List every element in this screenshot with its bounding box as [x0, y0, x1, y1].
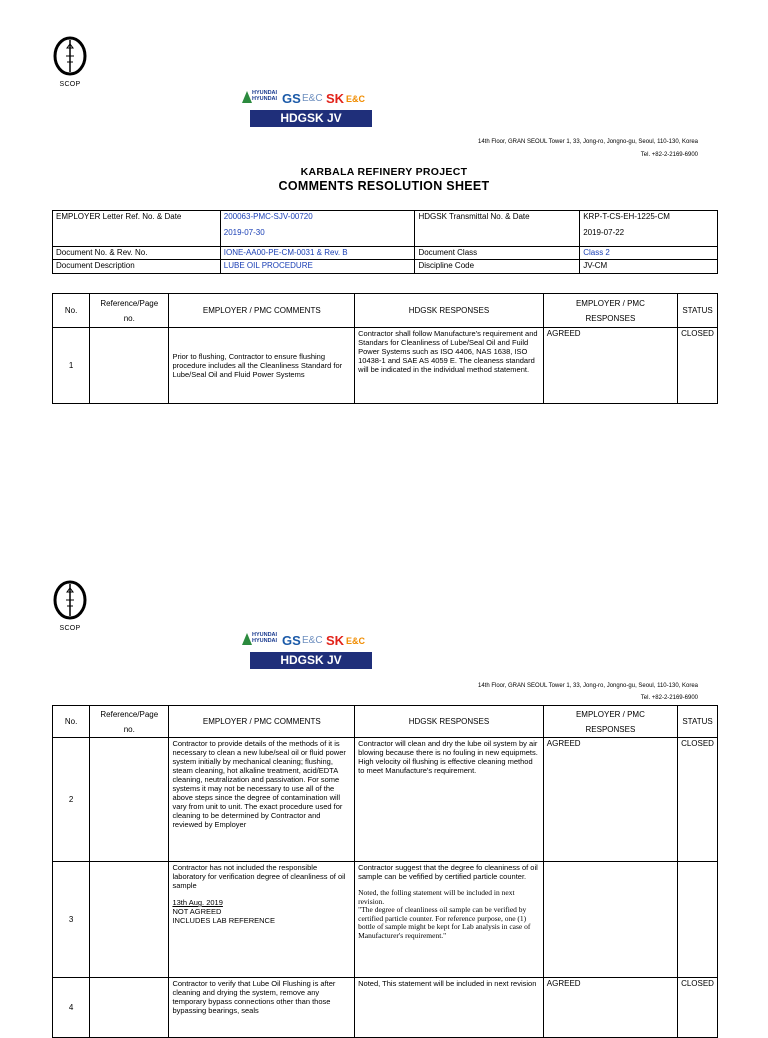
- transmittal-label: HDGSK Transmittal No. & Date: [415, 211, 580, 247]
- hyundai-mark-icon: [242, 91, 252, 103]
- doc-no-label: Document No. & Rev. No.: [53, 247, 221, 260]
- table-row: 1 Prior to flushing, Contractor to ensure flushing procedure includes all the Cleanliness Standard for Lube/Seal Oil and Fluid Power Systems Contractor shall follow Manufacture's requirement and Standars for Cleanliness of Lube/Seal Oil and Fuild Power Systems such as ISO 4406, NAS 1638, ISO 10438-1 and SAE AS 4059 E. The cleaness standard will be indicated in the individual method statement. AGREED CLOSED: [53, 328, 718, 404]
- scop-emblem-icon: [48, 36, 92, 76]
- col-ref: Reference/Page no.: [90, 294, 169, 328]
- table-header: [53, 294, 718, 328]
- project-title: KARBALA REFINERY PROJECT: [300, 166, 468, 178]
- jv-name: HDGSK JV: [250, 110, 372, 127]
- discipline-label: Discipline Code: [415, 260, 580, 274]
- address-line-1-p2: 14th Floor, GRAN SEOUL Tower 1, 33, Jong-ro, Jongno-gu, Seoul, 110-130, Korea: [477, 683, 698, 689]
- scop-logo: [48, 36, 92, 88]
- address-line-2-p2: Tel. +82-2-2169-6900: [640, 695, 698, 701]
- employer-ref-label: EMPLOYER Letter Ref. No. & Date: [53, 211, 221, 247]
- table-header: No. Reference/Page no. EMPLOYER / PMC COMMENTS HDGSK RESPONSES EMPLOYER / PMC RESPONSES STATUS: [53, 706, 718, 738]
- employer-ref-value: 200063-PMC-SJV-00720 2019-07-30: [220, 211, 415, 247]
- address-line-1: 14th Floor, GRAN SEOUL Tower 1, 33, Jong-ro, Jongno-gu, Seoul, 110-130, Korea: [477, 139, 698, 145]
- comments-table-page1: [52, 293, 718, 404]
- scop-logo-2: SCOP: [48, 580, 92, 632]
- table-row: 3 Contractor has not included the responsible laboratory for verification degree of cleanliness of oil sample 13th Aug. 2019 NOT AGREED INCLUDES LAB REFERENCE Contractor suggest that the degree fo cleaniness of oil sample can be vefified by certified particle counter. Noted, the folling statement will be included in next revision. "The degree of cleanliness oil sample can be verified by certified particle counter. For reference purpose, one (1) bottle of sample might be kept for Lab analysis in case of Manufacturer's requirement.": [53, 862, 718, 978]
- doc-no-value: IONE-AA00-PE-CM-0031 & Rev. B: [220, 247, 415, 260]
- scop-emblem-icon: [48, 580, 92, 620]
- hyundai-mark-icon: [242, 633, 252, 645]
- table-row: 2 Contractor to provide details of the methods of it is necessary to clean a new lube/seal oil or fluid power system initially by mechanical cleaning; flushing, steam cleaning, hot alkaline treatment, acid/EDTA cleaning, neutralization and passivation. For some systems it may not be necessary to use all of the above steps since the degree of contamination will vary from unit to unit. The exact procedure used for cleaning to be determined by Contractor and reviewed by Employer Contractor will clean and dry the lube oil system by air blowing because there is no fouling in new equipmets. High velocity oil flushing is effective cleaning method to meet Manufacture's requirement. AGREED CLOSED: [53, 738, 718, 862]
- doc-desc-value: LUBE OIL PROCEDURE: [220, 260, 415, 274]
- col-employer-responses: EMPLOYER / PMC RESPONSES: [543, 294, 677, 328]
- sheet-title: COMMENTS RESOLUTION SHEET: [278, 179, 490, 193]
- col-employer-comments: EMPLOYER / PMC COMMENTS: [169, 294, 355, 328]
- doc-desc-label: Document Description: [53, 260, 221, 274]
- hdgsk-jv-logo: HYUNDAI HYUNDAI GS E&C SK E&C HDGSK JV: [240, 88, 372, 130]
- comments-table-page2: [52, 705, 718, 1038]
- col-no: No.: [53, 294, 90, 328]
- doc-class-value: Class 2: [580, 247, 718, 260]
- table-row: 4 Contractor to verify that Lube Oil Flushing is after cleaning and drying the system, remove any temporary bypass connections other than those bypassing bearings, seals Noted, This statement will be included in next revision AGREED CLOSED: [53, 978, 718, 1038]
- document-info-table: [52, 210, 718, 274]
- transmittal-value: KRP-T-CS-EH-1225-CM 2019-07-22: [580, 211, 718, 247]
- address-line-2: Tel. +82-2-2169-6900: [640, 152, 698, 158]
- scop-label: SCOP: [59, 81, 81, 88]
- hdgsk-jv-logo-2: HYUNDAI HYUNDAI GS E&C SK E&C HDGSK JV: [240, 630, 372, 672]
- doc-class-label: Document Class: [415, 247, 580, 260]
- col-status: STATUS: [678, 294, 718, 328]
- discipline-value: JV-CM: [580, 260, 718, 274]
- col-hdgsk-responses: HDGSK RESPONSES: [355, 294, 544, 328]
